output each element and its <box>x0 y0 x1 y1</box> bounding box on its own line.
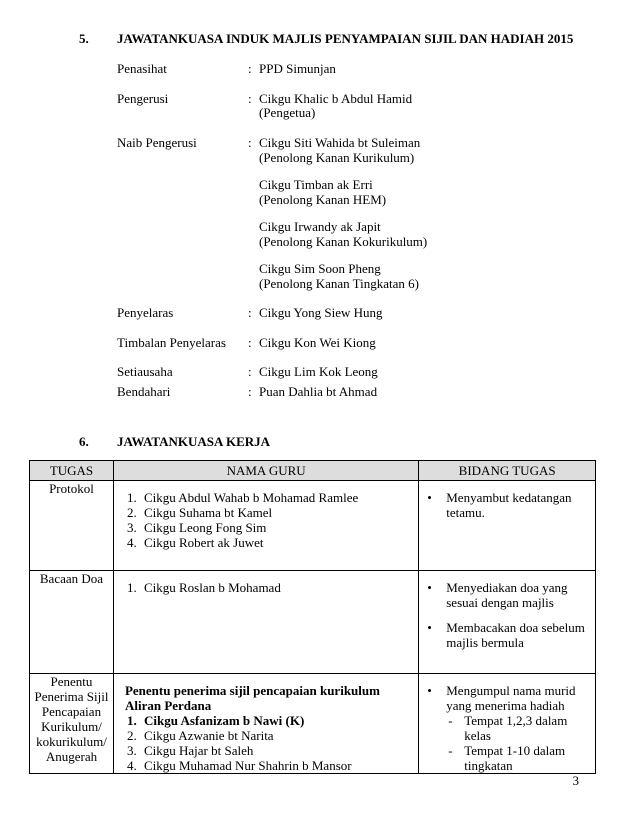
section-6-number: 6. <box>79 434 89 449</box>
page-number: 3 <box>572 773 579 788</box>
sub-item: - Tempat 1,2,3 dalam kelas <box>448 713 568 743</box>
value-naib-3-name: Cikgu Irwandy ak Japit <box>259 219 381 234</box>
table-row <box>30 481 596 571</box>
bullet-icon: • <box>427 620 432 635</box>
colon: : <box>248 384 252 399</box>
value-naib-2-title: (Penolong Kanan HEM) <box>259 192 387 207</box>
bidang-cell <box>419 571 596 674</box>
value-penasihat: PPD Simunjan <box>259 61 336 76</box>
value-naib-4-name: Cikgu Sim Soon Pheng <box>259 261 381 276</box>
value-naib-3-title: (Penolong Kanan Kokurikulum) <box>259 234 428 249</box>
bidang-item: • Menyediakan doa yang sesuai dengan majlis <box>427 580 568 610</box>
subheading: Penentu penerima sijil pencapaian kurikulum Aliran Perdana <box>124 683 380 713</box>
value-naib-1-name: Cikgu Siti Wahida bt Suleiman <box>259 135 421 150</box>
name-item: 3. Cikgu Hajar bt Saleh <box>140 743 418 758</box>
value-pengerusi-title: (Pengetua) <box>259 105 316 120</box>
name-item: 1. Cikgu Roslan b Mohamad <box>140 580 418 595</box>
section-5-number: 5. <box>79 31 89 46</box>
name-item: 1. Cikgu Abdul Wahab b Mohamad Ramlee <box>140 490 418 505</box>
tugas-cell: Bacaan Doa <box>30 571 114 674</box>
names-cell <box>113 571 418 674</box>
bidang-cell <box>419 674 596 774</box>
name-item: 2. Cikgu Azwanie bt Narita <box>140 728 418 743</box>
colon: : <box>248 135 252 150</box>
bidang-cell <box>419 481 596 571</box>
role-bendahari: Bendahari <box>117 384 171 399</box>
value-bendahari: Puan Dahlia bt Ahmad <box>259 384 378 399</box>
value-naib-4-title: (Penolong Kanan Tingkatan 6) <box>259 276 419 291</box>
bullet-icon: • <box>427 580 432 595</box>
header-tugas: TUGAS <box>30 461 114 481</box>
sub-item: - Tempat 1-10 dalam tingkatan <box>448 743 566 773</box>
role-pengerusi: Pengerusi <box>117 91 169 106</box>
value-setiausaha: Cikgu Lim Kok Leong <box>259 364 378 379</box>
colon: : <box>248 91 252 106</box>
colon: : <box>248 61 252 76</box>
name-item: 4. Cikgu Robert ak Juwet <box>140 535 418 550</box>
names-cell <box>113 481 418 571</box>
bullet-icon: • <box>427 490 432 505</box>
tugas-cell: Penentu Penerima Sijil Pencapaian Kurikulum/ kokurikulum/ Anugerah <box>30 674 114 774</box>
value-timbalan-penyelaras: Cikgu Kon Wei Kiong <box>259 335 376 350</box>
name-item: 1. Cikgu Asfanizam b Nawi (K) <box>140 713 418 728</box>
role-naib-pengerusi: Naib Pengerusi <box>117 135 197 150</box>
header-bidang-tugas: BIDANG TUGAS <box>419 461 596 481</box>
colon: : <box>248 305 252 320</box>
table-header-row <box>30 461 596 481</box>
header-nama-guru: NAMA GURU <box>113 461 418 481</box>
role-setiausaha: Setiausaha <box>117 364 173 379</box>
colon: : <box>248 364 252 379</box>
value-naib-2-name: Cikgu Timban ak Erri <box>259 177 373 192</box>
role-timbalan-penyelaras: Timbalan Penyelaras <box>117 335 226 350</box>
name-item: 3. Cikgu Leong Fong Sim <box>140 520 418 535</box>
value-pengerusi-name: Cikgu Khalic b Abdul Hamid <box>259 91 413 106</box>
section-5-title: JAWATANKUASA INDUK MAJLIS PENYAMPAIAN SIJIL DAN HADIAH 2015 <box>117 31 574 46</box>
bullet-icon: • <box>427 683 432 698</box>
section-6-title: JAWATANKUASA KERJA <box>117 434 271 449</box>
tugas-cell: Protokol <box>30 481 114 571</box>
names-cell <box>113 674 418 774</box>
bidang-item: • Membacakan doa sebelum majlis bermula <box>427 620 585 650</box>
value-penyelaras: Cikgu Yong Siew Hung <box>259 305 383 320</box>
name-item: 4. Cikgu Muhamad Nur Shahrin b Mansor <box>140 758 418 773</box>
table-row <box>30 674 596 774</box>
bidang-item: • Menyambut kedatangan tetamu. <box>427 490 572 520</box>
committee-table <box>29 460 596 774</box>
role-penyelaras: Penyelaras <box>117 305 174 320</box>
bidang-item: • Mengumpul nama murid yang menerima hadiah - Tempat 1,2,3 dalam kelas - Tempat 1-10 dalam tingkatan <box>427 683 595 773</box>
value-naib-1-title: (Penolong Kanan Kurikulum) <box>259 150 415 165</box>
colon: : <box>248 335 252 350</box>
table-row <box>30 571 596 674</box>
role-penasihat: Penasihat <box>117 61 167 76</box>
name-item: 2. Cikgu Suhama bt Kamel <box>140 505 418 520</box>
